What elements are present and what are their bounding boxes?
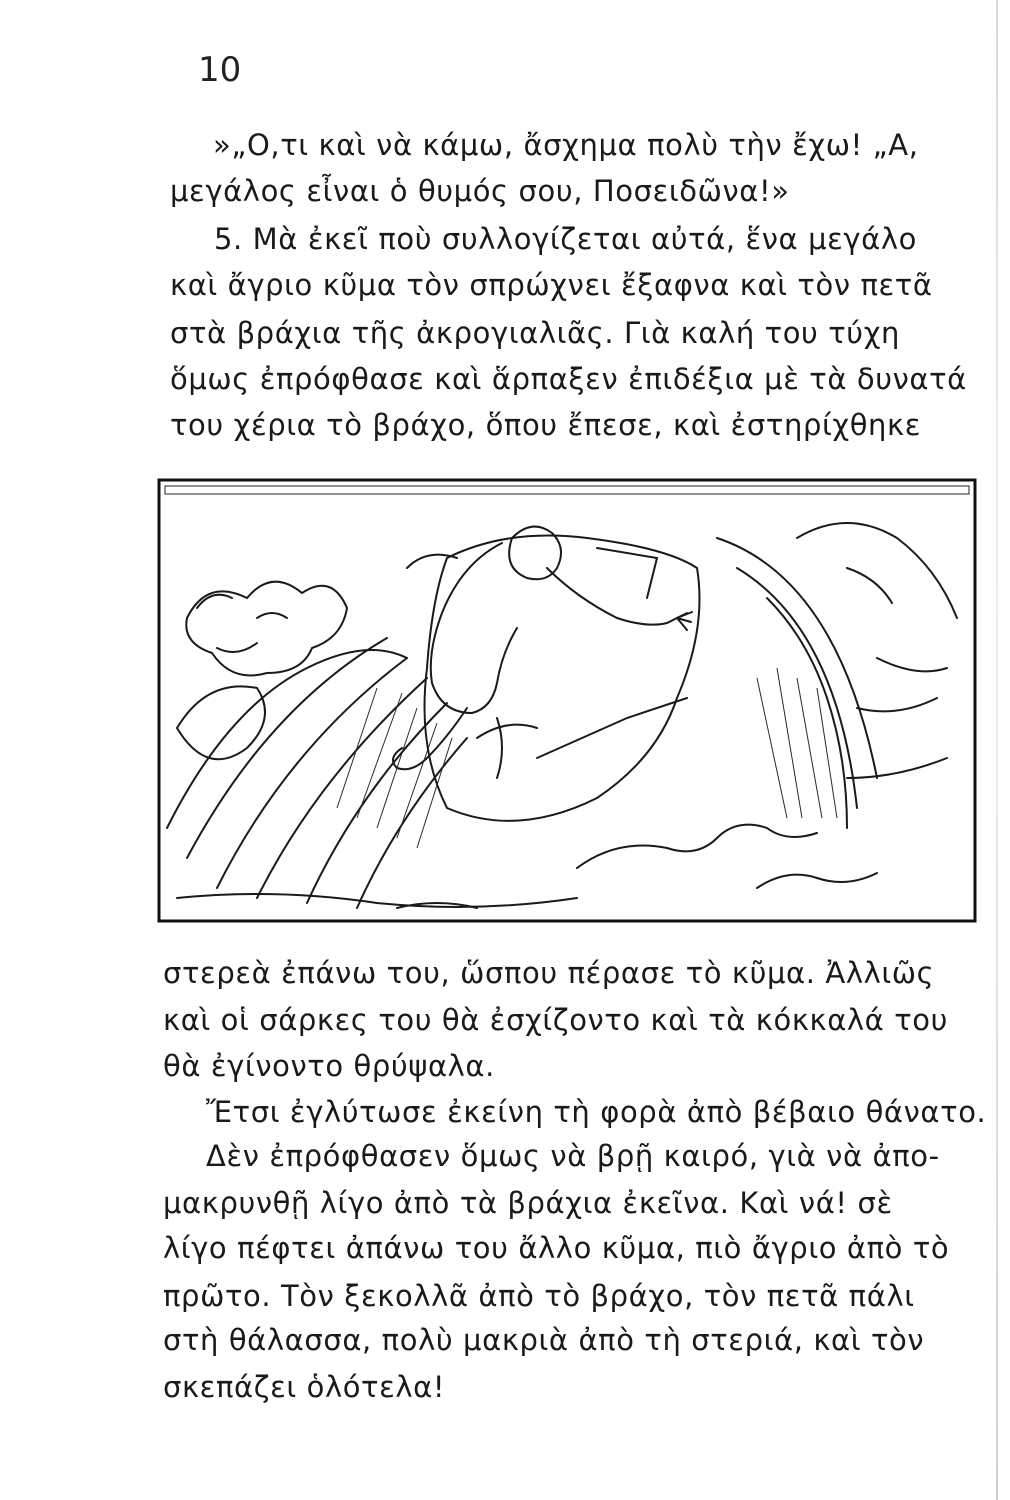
text-line: θὰ ἐγίνοντο θρύψαλα. [163,1049,495,1083]
text-line: στὰ βράχια τῆς ἀκρογιαλιᾶς. Γιὰ καλή του τύχη [170,316,901,350]
text-line: στὴ θάλασσα, πολὺ μακριὰ ἀπὸ τὴ στεριά, καὶ τὸν [163,1323,925,1357]
text-line: σκεπάζει ὁλότελα! [163,1370,446,1404]
text-line: Ἔτσι ἐγλύτωσε ἐκείνη τὴ φορὰ ἀπὸ βέβαιο θάνατο. [206,1095,987,1129]
page-number: 10 [198,50,242,90]
text-line: 5. Μὰ ἐκεῖ ποὺ συλλογίζεται αὐτά, ἕνα μεγάλο [214,222,918,256]
page-edge [996,0,998,1500]
text-line: μεγάλος εἶναι ὁ θυμός σου, Ποσειδῶνα!» [170,174,790,208]
text-line: καὶ ἄγριο κῦμα τὸν σπρώχνει ἔξαφνα καὶ τὸν πετᾶ [170,268,933,302]
text-line: »„Ο,τι καὶ νὰ κάμω, ἄσχημα πολὺ τὴν ἔχω! „Α, [213,128,919,162]
text-line: καὶ οἱ σάρκες του θὰ ἐσχίζοντο καὶ τὰ κόκκαλά του [163,1003,948,1037]
text-line: ὅμως ἐπρόφθασε καὶ ἅρπαξεν ἐπιδέξια μὲ τὰ δυνατά [170,362,967,396]
text-line: Δὲν ἐπρόφθασεν ὅμως νὰ βρῇ καιρό, γιὰ νὰ ἀπο- [206,1139,940,1173]
text-line: του χέρια τὸ βράχο, ὅπου ἔπεσε, καὶ ἐστηρίχθηκε [170,408,922,442]
text-line: πρῶτο. Τὸν ξεκολλᾶ ἀπὸ τὸ βράχο, τὸν πετᾶ πάλι [163,1279,915,1313]
text-line: μακρυνθῇ λίγο ἀπὸ τὰ βράχια ἐκεῖνα. Καὶ νά! σὲ [163,1186,893,1220]
text-line: λίγο πέφτει ἀπάνω του ἄλλο κῦμα, πιὸ ἄγριο ἀπὸ τὸ [163,1231,950,1265]
text-line: στερεὰ ἐπάνω του, ὥσπου πέρασε τὸ κῦμα. Ἀλλιῶς [163,956,935,990]
man-clinging-to-rock-in-waves-illustration [157,478,977,923]
